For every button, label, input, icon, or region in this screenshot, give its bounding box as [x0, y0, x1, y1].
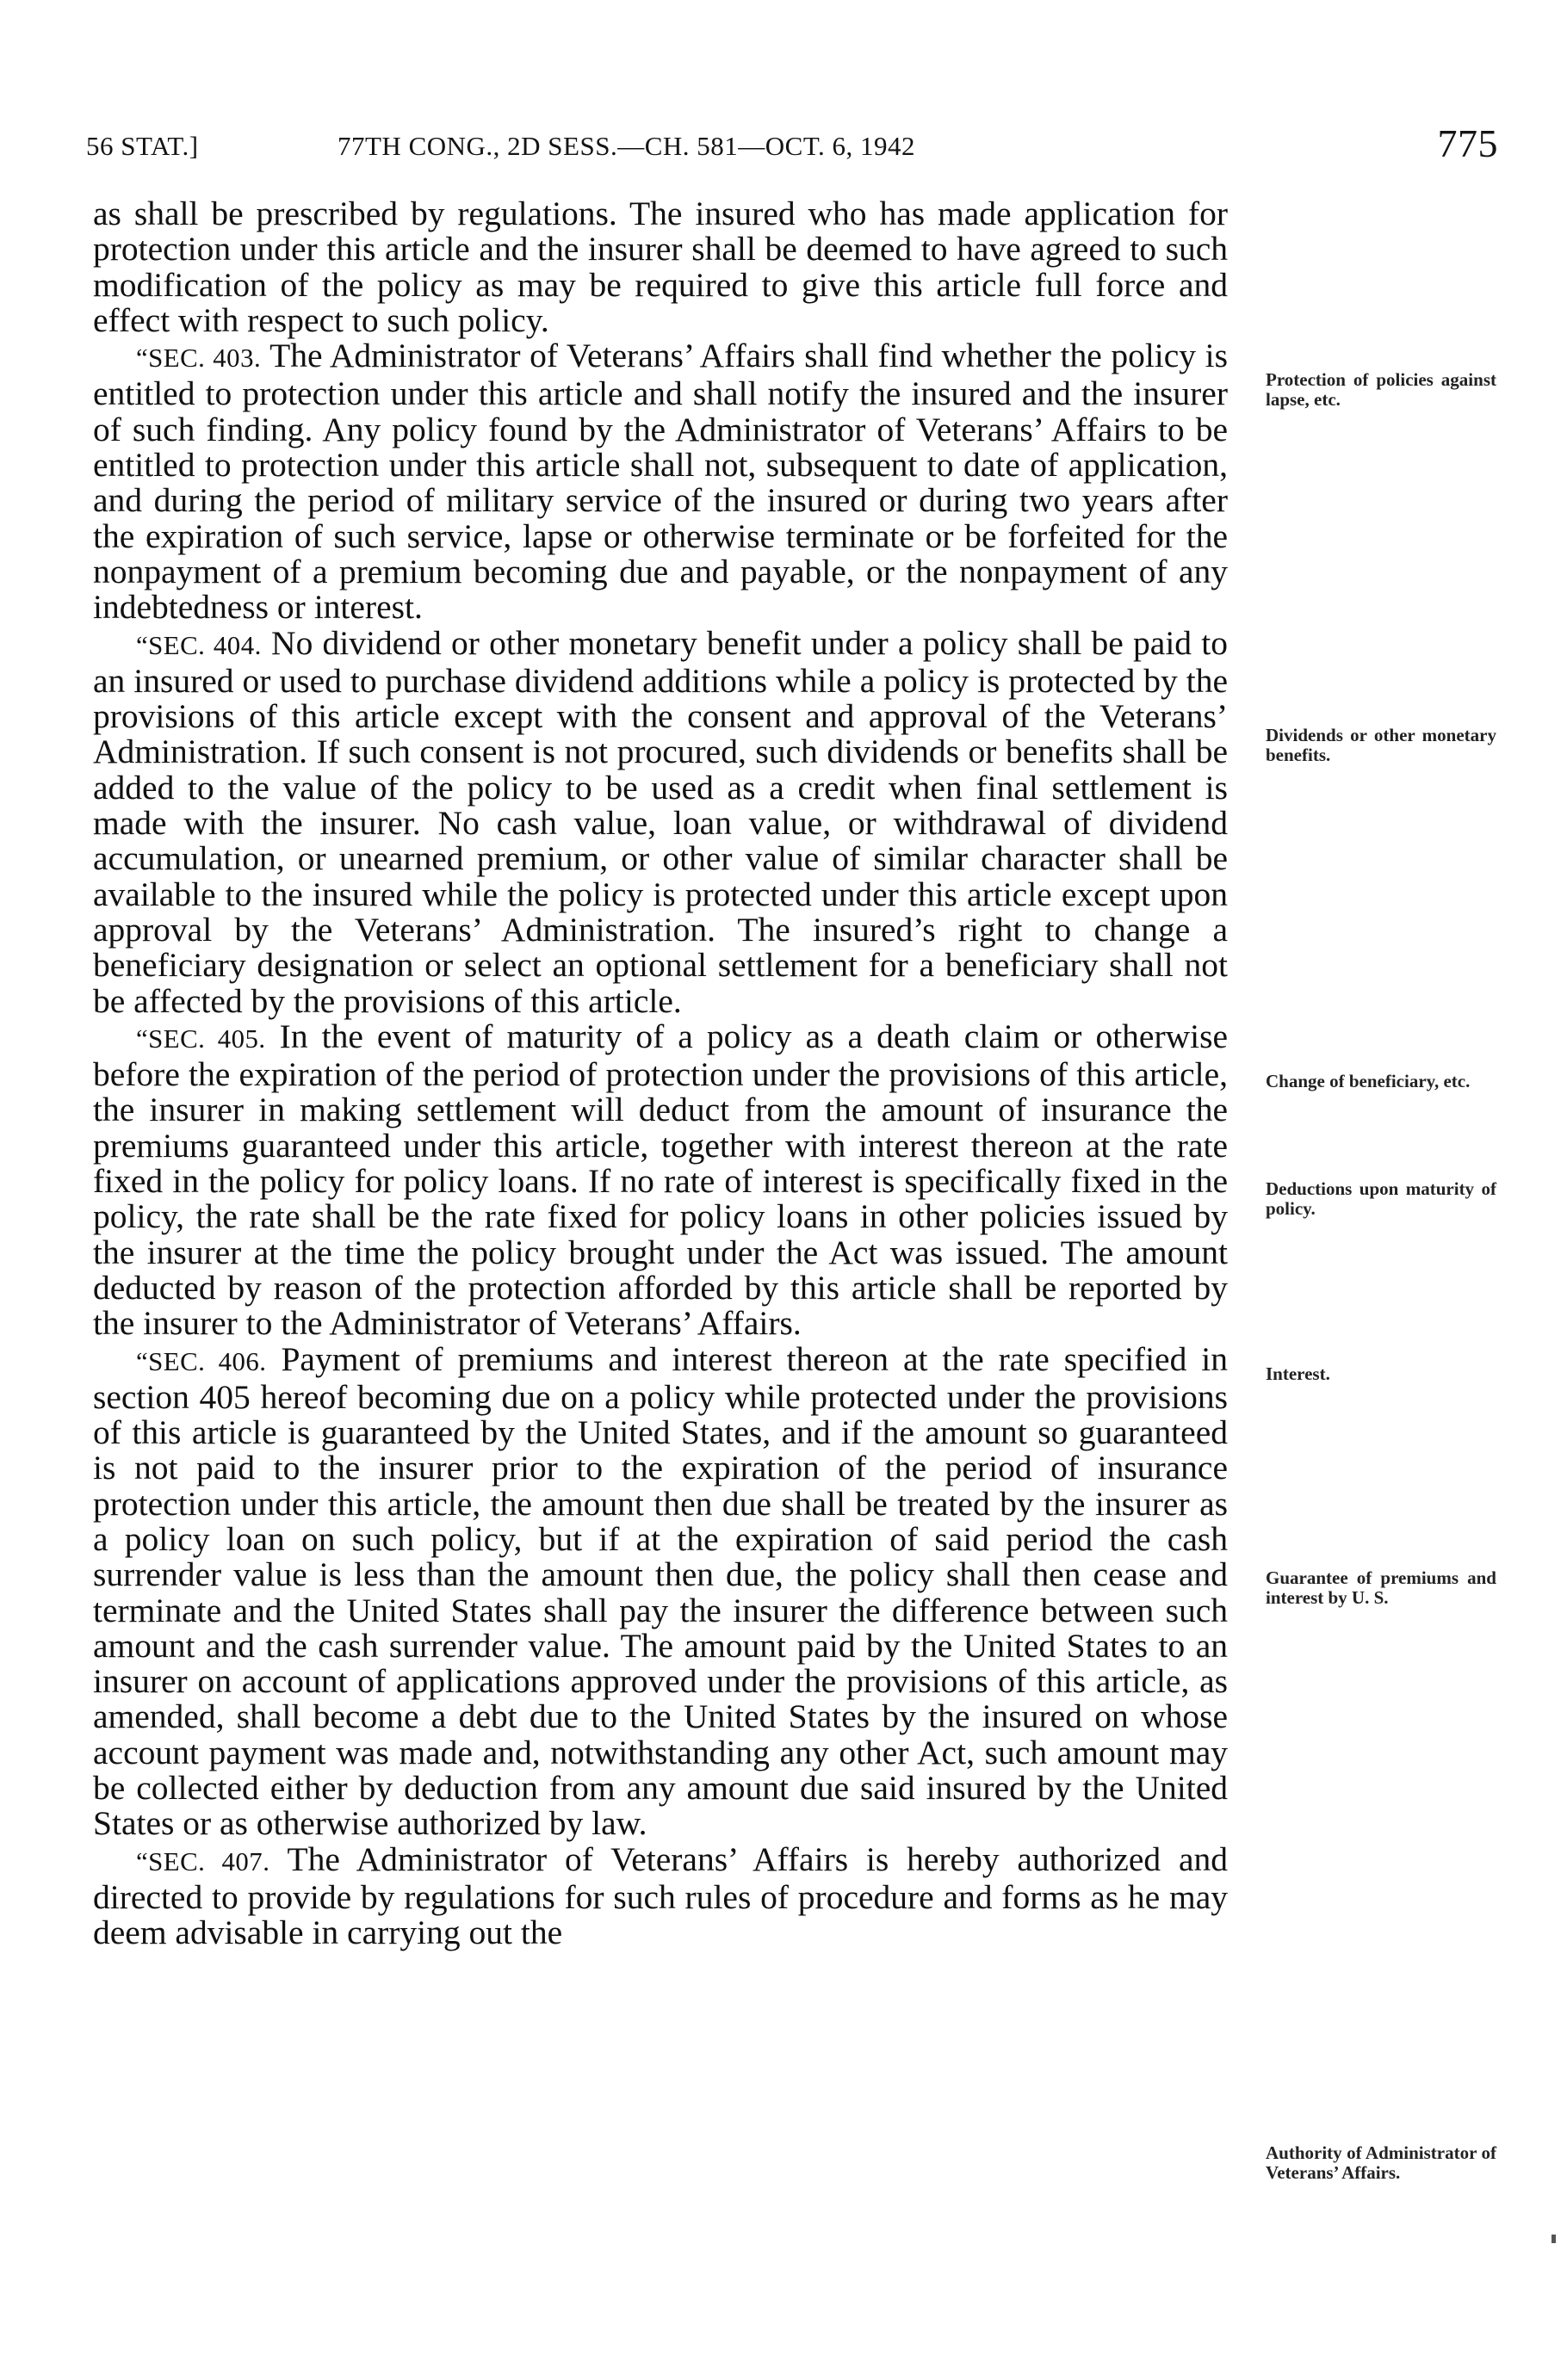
- margin-note-guarantee: Guarantee of premiums and interest by U. S.: [1266, 1567, 1496, 1608]
- margin-note-deductions: Deductions upon maturity of policy.: [1266, 1178, 1496, 1219]
- margin-note-interest: Interest.: [1266, 1363, 1330, 1384]
- edge-mark: [1552, 2235, 1556, 2243]
- body-text: [93, 196, 1228, 1951]
- section-text: No dividend or other monetary benefit under a policy shall be paid to an insured or used to purchase dividend additions while a policy is protected by the provisions of this article except with the consent and approval of the Veterans’ Administration. If such consent is not procured, such dividends or benefits shall be added to the value of the policy to be used as a credit when final settlement is made with the insurer. No cash value, loan value, or withdrawal of dividend accumulation, or unearned premium, or other value of similar character shall be available to the insured while the policy is protected under this article except upon approval by the Veterans’ Administration. The insured’s right to change a beneficiary designation or select an optional settlement for a beneficiary shall not be affected by the provisions of this article.: [93, 623, 1229, 1020]
- section-label: “SEC. 404.: [136, 630, 262, 660]
- section-403: [93, 338, 1228, 625]
- section-405: [93, 1019, 1228, 1342]
- section-404: [93, 623, 1229, 1020]
- section-label: “SEC. 407.: [136, 1846, 270, 1876]
- section-text: The Administrator of Veterans’ Affairs shall find whether the policy is entitled to protection under this article and shall notify the insured and the insurer of such finding. Any policy found by the Administrator of Veterans’ Affairs to be entitled to protection under this article shall not, subsequent to date of application, and during the period of military service of the insured or during two years after the expiration of such service, lapse or otherwise terminate or be forfeited for the nonpayment of a premium becoming due and payable, or the nonpayment of any indebtedness or interest.: [93, 337, 1228, 627]
- volume-citation: 56 STAT.]: [86, 131, 199, 161]
- section-label: “SEC. 405.: [136, 1023, 266, 1054]
- margin-note-authority: Authority of Administrator of Veterans’ Affairs.: [1266, 2142, 1496, 2183]
- margin-note-dividends: Dividends or other monetary benefits.: [1266, 725, 1496, 765]
- section-406: [93, 1339, 1228, 1843]
- section-text: In the event of maturity of a policy as a death claim or otherwise before the expiration of the period of protection under the provisions of this article, the insurer in making settlement will deduct from the amount of insurance the premiums guaranteed under this article, together with interest thereon at the rate fixed in the policy for policy loans. If no rate of interest is specifically fixed in the policy, the rate shall be the rate fixed for policy loans in other policies issued by the insurer at the time the policy brought under the Act was issued. The amount deducted by reason of the protection afforded by this article shall be reported by the insurer to the Administrator of Veterans’ Affairs.: [93, 1017, 1229, 1343]
- opening-paragraph: as shall be prescribed by regulations. The insured who has made application for protection under this article and the insurer shall be deemed to have agreed to such modification of the policy as may be required to give this article full force and effect with respect to such policy.: [93, 195, 1228, 339]
- running-head: [86, 121, 1498, 172]
- margin-note-beneficiary: Change of beneficiary, etc.: [1266, 1071, 1471, 1091]
- session-chapter-date: 77TH CONG., 2D SESS.—CH. 581—OCT. 6, 1942: [338, 131, 915, 161]
- section-label: “SEC. 403.: [136, 343, 262, 374]
- section-407: [93, 1839, 1228, 1952]
- section-text: Payment of premiums and interest thereon at the rate specified in section 405 hereof becoming due on a policy while protected under the provisions of this article is guaranteed by the United States, and if the amount so guaranteed is not paid to the insurer prior to the expiration of the period of insurance protection under this article, the amount then due shall be treated by the insurer as a policy loan on such policy, but if at the expiration of said period the cash surrender value is less than the amount then due, the policy shall then cease and terminate and the United States shall pay the insurer the difference between such amount and the cash surrender value. The amount paid by the United States to an insurer on account of applications approved under the provisions of this article, as amended, shall become a debt due to the United States by the insured on whose account payment was made and, notwithstanding any other Act, such amount may be collected either by deduction from any amount due said insured by the United States or as otherwise authorized by law.: [93, 1339, 1228, 1843]
- section-text: The Administrator of Veterans’ Affairs is hereby authorized and directed to provide by regulations for such rules of procedure and forms as he may deem advisable in carrying out the: [93, 1839, 1228, 1952]
- margin-note-protection: Protection of policies against lapse, etc.: [1266, 369, 1496, 410]
- section-label: “SEC. 406.: [136, 1346, 267, 1376]
- page-number: 775: [1437, 121, 1498, 165]
